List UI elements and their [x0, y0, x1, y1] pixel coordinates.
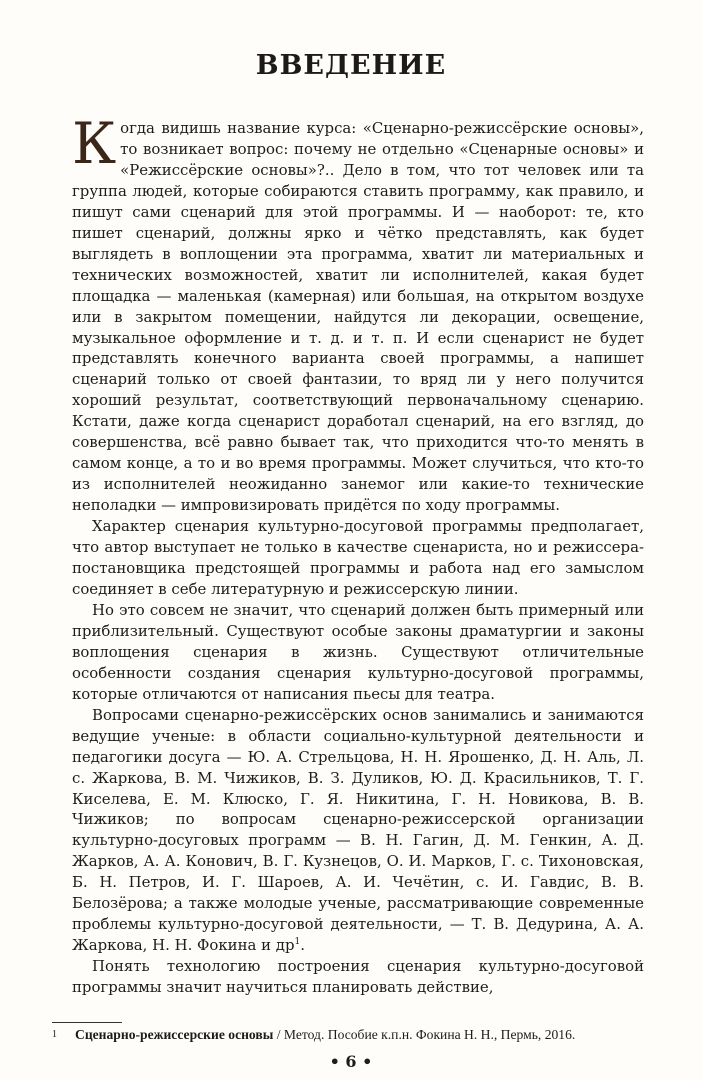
drop-cap: К [72, 111, 117, 177]
page-title: ВВЕДЕНИЕ [255, 50, 447, 81]
footnote-ref[interactable]: 1 [294, 937, 301, 948]
paragraph-4-end: . [300, 936, 305, 955]
page-number: • 6 • [329, 1052, 373, 1071]
footnote-source: / Метод. Пособие к.п.н. Фокина Н. Н., Пермь, 2016. [273, 1027, 576, 1042]
paragraph-4-text: Вопросами сценарно-режиссёрских основ занимались и занимаются ведущие ученые: в области социально-культурной деятельности и педагогики досуга — Ю. А. Стрельцова, Н. Н. Ярошенко, Д. Н. Аль, Л. с. Жаркова, В. М. Чижиков, В. З. Дуликов, Ю. Д. Красильников, Т. Г. Киселева, Е. М. Клюско, Г. Я. Никитина, Г. Н. Новикова, В. В. Чижиков; по вопросам сценарно-режиссерской организации культурно-досуговых программ — В. Н. Гагин, Д. М. Генкин, А. Д. Жарков, А. А. Конович, В. Г. Кузнецов, О. И. Марков, Г. с. Тихоновская, Б. Н. Петров, И. Г. Шароев, А. И. Чечётин, с. И. Гавдис, В. В. Белозёрова; а также молодые ученые, рассматривающие современные проблемы культурно-досуговой деятельности, — Т. В. Дедурина, А. А. Жаркова, Н. Н. Фокина и др [72, 705, 644, 955]
footnote-title: Сценарно-режиссерские основы [75, 1027, 274, 1042]
paragraph-1-text: огда видишь название курса: «Сценарно-режиссёрские основы», то возникает вопрос: почему не отдельно «Сценарные основы» и «Режиссёрские основы»?.. Дело в том, что тот человек или та группа людей, которые собираются ставить программу, как правило, и пишут сами сценарий для этой программы. И — наоборот: те, кто пишет сценарий, должны ярко и чётко представлять, как будет выглядеть в воплощении эта программа, хватит ли материальных и технических возможностей, хватит ли исполнителей, какая будет площадка — маленькая (камерная) или большая, на открытом воздухе или в закрытом помещении, найдутся ли декорации, освещение, музыкальное оформление и т. д. и т. п. И если сценарист не будет представлять конечного варианта своей программы, а напишет сценарий только от своей фантазии, то вряд ли у него получится хороший результат, соответствующий первоначальному сценарию. Кстати, даже когда сценарист доработал сценарий, на его взгляд, до совершенства, всё равно бывает так, что приходится что-то менять в самом конце, а то и во время программы. Может случиться, что кто-то из исполнителей неожиданно занемог или какие-то технические неполадки — импровизировать придётся по ходу программы. [72, 119, 644, 515]
paragraph-4 [72, 705, 644, 956]
paragraph-3: Но это совсем не значит, что сценарий должен быть примерный или приблизительный. Существуют особые законы драматургии и законы воплощения сценария в жизнь. Существуют отличительные особенности создания сценария культурно-досуговой программы, которые отличаются от написания пьесы для театра. [72, 600, 644, 703]
paragraph-5: Понять технологию построения сценария культурно-досуговой программы значит научиться планировать действие, [72, 957, 644, 997]
footnote-divider [52, 1022, 122, 1023]
footnote-number: 1 [52, 1029, 57, 1040]
paragraph-2: Характер сценария культурно-досуговой программы предполагает, что автор выступает не только в качестве сценариста, но и режиссера-постановщика предстоящей программы и работа над его замыслом соединяет в себе литературную и режиссерскую линии. [72, 517, 644, 598]
main-text [72, 111, 644, 998]
footnote [52, 1026, 644, 1044]
paragraph-1 [72, 111, 644, 516]
